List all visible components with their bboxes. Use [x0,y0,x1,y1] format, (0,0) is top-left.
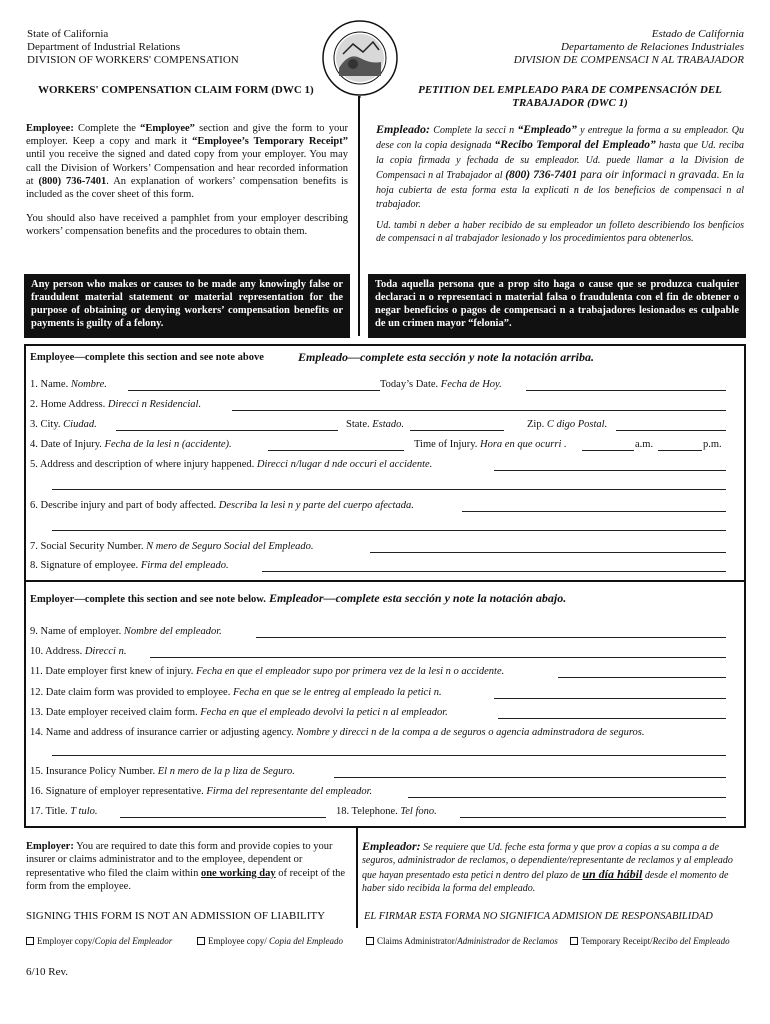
intro-p2: Ud. tambi n deber a haber recibido de su empleador un folleto describiendo los benficios de compensaci n al trabajador lesionado y los procedimientos para obtenerlos. [376,220,744,245]
field-label: Today’s Date. [380,379,441,390]
field-policy-number [30,766,295,777]
injury-description-input[interactable] [462,511,726,512]
field-label: 9. Name of employer. [30,626,124,637]
injury-location-input-line2[interactable] [52,489,726,490]
date-knew-input[interactable] [558,677,726,678]
date-of-injury-input[interactable] [268,450,404,451]
field-label: 8. Signature of employee. [30,560,141,571]
ssn-input[interactable] [370,552,726,553]
field-injury-location [30,459,432,470]
phone-number: (800) 736-7401 [505,169,578,182]
zip-input[interactable] [616,430,726,431]
employee-signature-input[interactable] [262,571,726,572]
title-input[interactable] [120,817,326,818]
date-provided-input[interactable] [494,698,726,699]
revision-label: 6/10 Rev. [26,966,69,978]
field-label-es: Describa la lesi n y parte del cuerpo afectada. [218,500,414,511]
field-label-es: Nombre del empleador. [123,626,222,637]
insurance-carrier-input[interactable] [52,755,726,756]
field-employer-name [30,626,222,637]
field-label: 10. Address. [30,646,85,657]
copy-label-es: Copia del Empleador [94,936,173,946]
copy-label: Temporary Receipt/ [581,936,653,946]
note-lead: Employer: [26,841,74,852]
field-label-es: Direcci n Residencial. [107,399,202,410]
intro-es [376,122,744,245]
note-deadline: one working day [200,867,276,879]
copy-employee[interactable] [197,936,343,946]
header-line: DIVISION OF WORKERS' COMPENSATION [27,54,239,66]
agency-header-es [514,28,744,67]
field-label-es: Direcci n. [84,646,127,657]
state-input[interactable] [410,430,504,431]
date-received-input[interactable] [498,718,726,719]
header-line: State of California [27,28,109,40]
center-divider [358,96,360,336]
note-text: Se requiere que Ud. feche esta forma y que prov a copias a su compa a de seguros, administrador de reclamos, o dependiente/representante de reclamos y al empleado que hayan presentado esta petici n dentro del plazo de [362,842,733,881]
checkbox-icon[interactable] [570,937,578,945]
copy-label-es: Recibo del Empleado [652,936,730,946]
checkbox-icon[interactable] [26,937,34,945]
home-address-input[interactable] [232,410,726,411]
form-title-en: WORKERS' COMPENSATION CLAIM FORM (DWC 1) [38,84,314,96]
field-employer-address [30,646,126,657]
field-label: Time of Injury. [414,439,481,450]
header-line: Departamento de Relaciones Industriales [561,41,744,53]
field-label: Zip. [527,419,547,430]
field-label: 5. Address and description of where injury happened. [30,459,257,470]
liability-en: SIGNING THIS FORM IS NOT AN ADMISSION OF LIABILITY [26,910,326,922]
field-label-es: Ciudad. [63,419,97,430]
field-ssn [30,541,314,552]
intro-text: “Employee’s Temporary Receipt” [192,136,348,148]
injury-location-input[interactable] [494,470,726,471]
field-home-address [30,399,201,410]
field-injury-description [30,500,414,511]
employer-name-input[interactable] [256,637,726,638]
copy-label: Employer copy/ [37,936,95,946]
liability-es: EL FIRMAR ESTA FORMA NO SIGNIFICA ADMISION DE RESPONSABILIDAD [364,911,713,922]
field-label: 11. Date employer first knew of injury. [30,666,197,677]
time-am-input[interactable] [582,450,634,451]
intro-text: until you receive the signed and dated copy from your employer. You may call the Division of Workers’ Compensation and hear recorded information at [26,149,348,187]
copy-label-es: Administrador de Reclamos [457,936,558,946]
copy-label: Employee copy/ [208,936,269,946]
field-label: 3. City. [30,419,64,430]
intro-text: Complete the [73,123,141,134]
employer-heading [30,591,566,606]
header-line: Department of Industrial Relations [27,41,181,53]
field-label-es: Nombre y direcci n de la compa a de seguros o agencia adminstradora de seguros. [296,727,645,738]
field-state [346,419,404,430]
field-label: 7. Social Security Number. [30,541,147,552]
field-label-es: T tulo. [70,806,98,817]
field-label: 17. Title. [30,806,71,817]
field-date-knew [30,666,504,677]
field-label-es: N mero de Seguro Social del Empleado. [146,541,314,552]
note-text: You are required to date this form and provide copies to your insurer or claims administrator and to the employee, dependent or representative who filed the claim within [26,841,333,879]
checkbox-icon[interactable] [366,937,374,945]
field-label-es: Estado. [372,419,405,430]
field-label-es: Fecha en que se le entreg al empleado la petici n. [232,687,442,698]
field-telephone [336,806,437,817]
todays-date-input[interactable] [526,390,726,391]
field-label-es: Firma del representante del empleador. [206,786,373,797]
name-input[interactable] [128,390,380,391]
note-deadline: un día hábil [582,866,643,881]
policy-number-input[interactable] [334,777,726,778]
note-lead: Empleador: [362,839,421,853]
employer-heading-en: Employer—complete this section and see note below. [30,594,266,605]
field-label-es: Tel fono. [400,806,437,817]
employer-note-es [362,840,746,896]
intro-text: hasta que Ud. reciba la copia firmada y fechada de su empleador. Ud. puede llamar a la Division de Compensaci n al Trabajador al [376,140,744,182]
field-label-es: Fecha en que el empleador supo por primera vez de la lesi n o accidente. [196,666,505,677]
intro-p2: You should also have received a pamphlet from your employer describing workers’ compensation benefits and the procedures to obtain them. [26,213,348,238]
intro-text: para oir informaci n gravada. [577,169,720,182]
intro-text: section and give the form to your employer. Keep a copy and mark it [26,123,349,148]
fraud-warning-es: Toda aquella persona que a prop sito haga o cause que se produzca cualquier declaraci n o representaci n material falsa o fraudulenta con el fin de obtener o negar beneficios o pagos de compensaci n a trabajadores lesionados es culpable de un crimen mayor “felonia”. [368,274,746,338]
field-title [30,806,98,817]
employer-signature-input[interactable] [408,797,726,798]
field-label-es: El n mero de la p liza de Seguro. [157,766,295,777]
copy-label: Claims Administrator/ [377,936,458,946]
field-label: 12. Date claim form was provided to employee. [30,687,233,698]
field-date-provided [30,687,442,698]
copy-claims-admin[interactable] [366,936,558,946]
header-line: Estado de California [651,28,744,40]
field-label: 14. Name and address of insurance carrier or adjusting agency. [30,727,297,738]
header-line: DIVISION DE COMPENSACI N AL TRABAJADOR [513,54,744,66]
city-input[interactable] [116,430,338,431]
intro-text: y entregue la forma a su empleador. Qu dese con la copia designada [376,125,744,152]
intro-text: “Recibo Temporal del Empleado” [494,139,656,152]
intro-text: Complete la secci n [430,125,518,136]
intro-text: “Empleado” [517,124,577,136]
field-label: 18. Telephone. [336,806,401,817]
time-pm-input[interactable] [658,450,702,451]
california-seal-icon [313,18,407,98]
bottom-divider [356,828,358,928]
am-label: a.m. [635,439,654,450]
field-employee-signature [30,560,229,571]
field-date-received [30,707,448,718]
field-city [30,419,97,430]
phone-number: (800) 736-7401 [38,175,107,187]
injury-description-input-line2[interactable] [52,530,726,531]
field-label: 6. Describe injury and part of body affected. [30,500,219,511]
telephone-input[interactable] [460,817,726,818]
intro-lead: Empleado: [376,122,430,136]
note-text: desde el momento de haber sido recibida la forma del empleado. [362,869,729,895]
employer-heading-es: Empleador—complete esta sección y note la notación abajo. [265,591,567,605]
form-title-es: PETITION DEL EMPLEADO PARA DE COMPENSACIÓN DEL TRABAJADOR (DWC 1) [418,84,722,109]
copy-label-es: Copia del Empleado [268,936,343,946]
field-label-es: Hora en que ocurri . [480,439,567,450]
field-label: 1. Name. [30,379,71,390]
employer-note-en [26,840,348,894]
employee-heading-en: Employee—complete this section and see note above [30,352,264,363]
employer-address-input[interactable] [150,657,726,658]
agency-header-en [27,28,239,67]
field-label-es: Fecha en que el empleado devolvi la petici n al empleador. [200,707,448,718]
checkbox-icon[interactable] [197,937,205,945]
intro-text: “Employee” [140,123,195,134]
field-date-of-injury [30,439,232,450]
field-label: 15. Insurance Policy Number. [30,766,158,777]
field-zip [527,419,607,430]
field-label: 2. Home Address. [30,399,108,410]
pm-label: p.m. [703,439,722,450]
field-label-es: Firma del empleado. [140,560,229,571]
field-label: 13. Date employer received claim form. [30,707,201,718]
field-label-es: Fecha de Hoy. [440,379,502,390]
fraud-warning-en: Any person who makes or causes to be made any knowingly false or fraudulent material statement or material representation for the purpose of obtaining or denying workers’ compensation benefits or payments is guilty of a felony. [24,274,350,338]
field-label-es: Fecha de la lesi n (accidente). [104,439,232,450]
intro-lead: Employee: [26,123,74,134]
copy-temporary-receipt[interactable] [570,936,730,946]
note-text: of receipt of the form from the employee. [26,867,346,893]
field-time-of-injury [414,439,567,450]
field-label: 4. Date of Injury. [30,439,105,450]
field-employer-signature [30,786,372,797]
field-label: 16. Signature of employer representative. [30,786,207,797]
intro-text: . An explanation of workers’ compensation benefits is included as the cover sheet of this form. [26,175,348,201]
field-label: State. [346,419,373,430]
employee-heading-es: Empleado—complete esta sección y note la notación arriba. [298,350,594,364]
copy-employer[interactable] [26,936,172,946]
intro-text: En la hoja cubierta de esta forma esta la explicati n de los beneficios de compensaci n al trabajador. [376,170,744,211]
field-name [30,379,107,390]
field-label-es: Nombre. [70,379,107,390]
field-todays-date [380,379,502,390]
field-insurance-carrier [30,727,645,738]
field-label-es: C digo Postal. [546,419,608,430]
field-label-es: Direcci n/lugar d nde occuri el accidente. [256,459,433,470]
intro-en [26,122,348,239]
